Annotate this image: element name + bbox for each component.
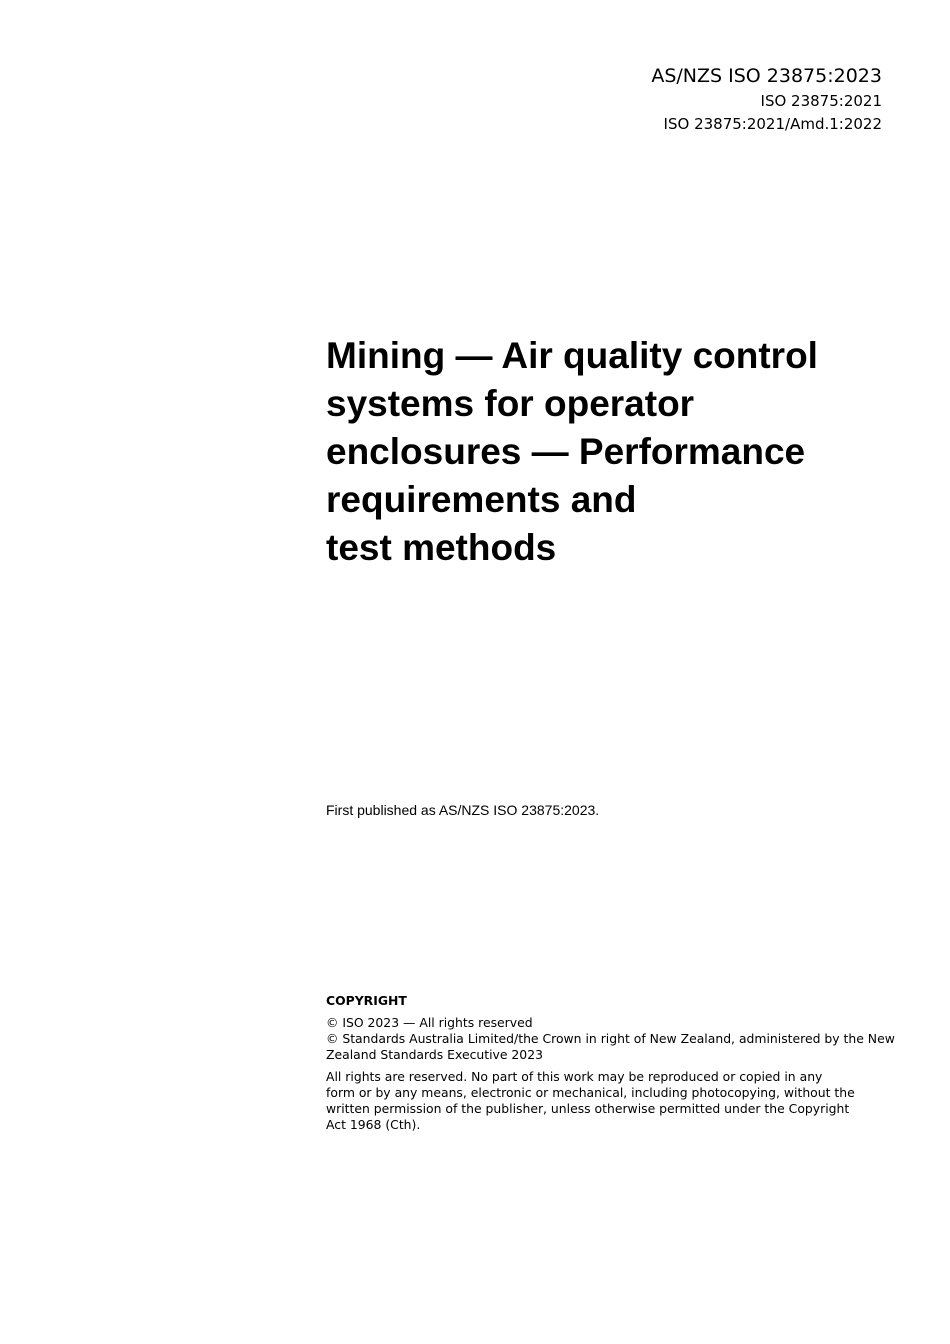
copyright-notice-line: © ISO 2023 — All rights reserved bbox=[326, 1015, 533, 1030]
title-line: test methods bbox=[326, 527, 557, 568]
amendment-reference: ISO 23875:2021/Amd.1:2022 bbox=[663, 115, 882, 133]
standard-designation: AS/NZS ISO 23875:2023 bbox=[651, 65, 882, 87]
rights-statement-line: Act 1968 (Cth). bbox=[326, 1117, 421, 1132]
document-title bbox=[326, 332, 906, 572]
rights-statement-line: written permission of the publisher, unless otherwise permitted under the Copyright bbox=[326, 1101, 850, 1116]
title-line: enclosures — Performance bbox=[326, 431, 806, 472]
standard-designation-block bbox=[651, 62, 882, 136]
rights-statement-line: form or by any means, electronic or mechanical, including photocopying, without the bbox=[326, 1085, 855, 1100]
title-line: systems for operator bbox=[326, 383, 695, 424]
title-line: Mining — Air quality control bbox=[326, 335, 818, 376]
copyright-heading: COPYRIGHT bbox=[326, 993, 407, 1008]
first-published-note: First published as AS/NZS ISO 23875:2023. bbox=[326, 802, 600, 818]
copyright-notice-line: © Standards Australia Limited/the Crown in right of New Zealand, administered by the New bbox=[326, 1031, 895, 1046]
copyright-notice-line: Zealand Standards Executive 2023 bbox=[326, 1047, 543, 1062]
iso-reference: ISO 23875:2021 bbox=[760, 92, 882, 110]
title-line: requirements and bbox=[326, 479, 637, 520]
rights-statement-line: All rights are reserved. No part of this work may be reproduced or copied in any bbox=[326, 1069, 823, 1084]
copyright-block bbox=[326, 993, 896, 1133]
